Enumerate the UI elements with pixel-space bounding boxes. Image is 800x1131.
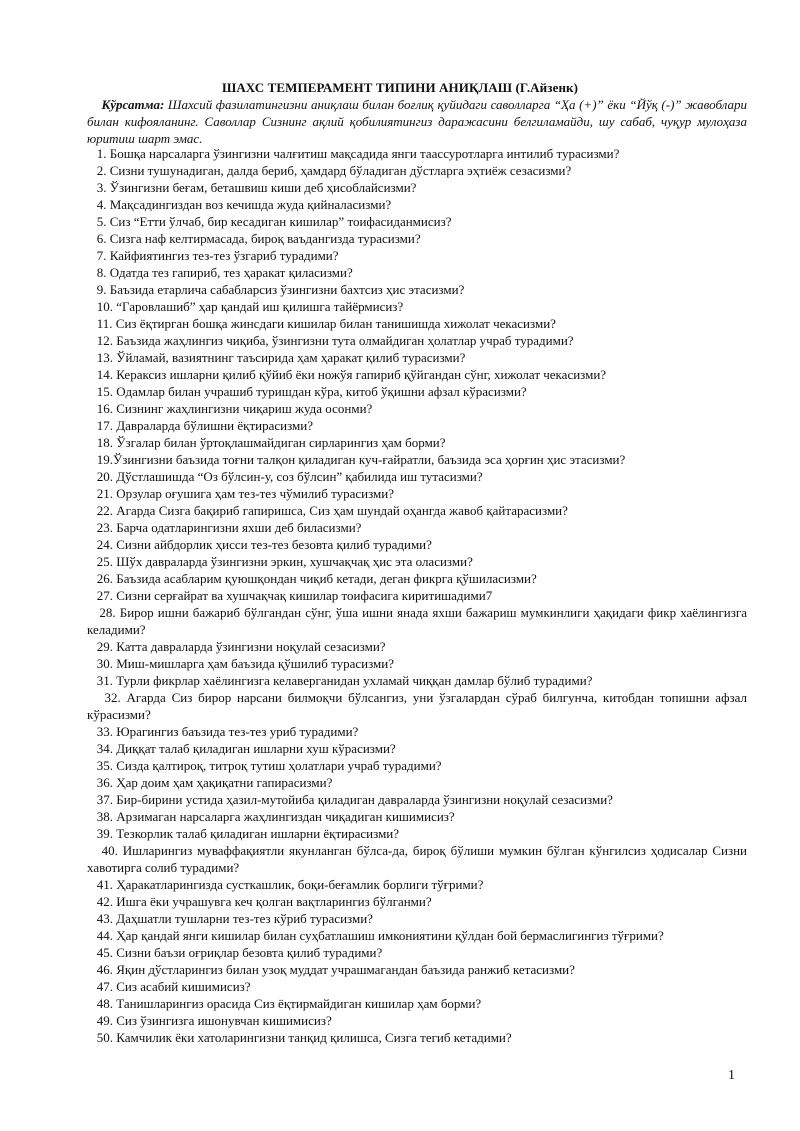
question-item <box>87 995 747 1012</box>
question-item <box>87 689 747 723</box>
question-text: Даҳшатли тушларни тез-тез кўриб турасизми? <box>116 911 373 926</box>
question-text: Сизни айбдорлик ҳисси тез-тез безовта қилиб турадими? <box>116 537 432 552</box>
question-item <box>87 672 747 689</box>
question-item <box>87 553 747 570</box>
question-text: Сиз “Етти ўлчаб, бир кесадиган кишилар” тоифасиданмисиз? <box>109 214 452 229</box>
question-number: 19. <box>96 452 113 467</box>
question-number: 7. <box>96 248 107 263</box>
question-text: Баъзида асабларим қуюшқондан чиқиб кетади, деган фикрга қўшиласизми? <box>116 571 537 586</box>
question-text: Бир-бирини устида ҳазил-мутойиба қиладиган давраларда ўзингизни ноқулай сезасизми? <box>116 792 613 807</box>
question-text: “Гаровлашиб” ҳар қандай иш қилишга тайёрмисиз? <box>116 299 404 314</box>
question-item <box>87 400 747 417</box>
question-item <box>87 383 747 400</box>
question-text: Сизда қалтироқ, титроқ тутиш ҳолатлари учраб турадими? <box>116 758 442 773</box>
question-text: Сиз асабий кишимисиз? <box>116 979 251 994</box>
question-item <box>87 230 747 247</box>
question-text: Кераксиз ишларни қилиб қўйиб ёки ножўя гапириб қўйгандан сўнг, хижолат чекасизми? <box>116 367 607 382</box>
question-number: 15. <box>96 384 113 399</box>
question-text: Камчилик ёки хатоларингизни танқид қилишса, Сизга тегиб кетадими? <box>116 1030 512 1045</box>
question-item <box>87 332 747 349</box>
question-number: 2. <box>96 163 107 178</box>
question-text: Танишларингиз орасида Сиз ёқтирмайдиган кишилар ҳам борми? <box>116 996 482 1011</box>
question-item <box>87 876 747 893</box>
question-text: Орзулар оғушига ҳам тез-тез чўмилиб турасизми? <box>116 486 395 501</box>
question-item <box>87 927 747 944</box>
question-item <box>87 655 747 672</box>
question-item <box>87 774 747 791</box>
question-text: Турли фикрлар хаёлингизга келаверганидан ухламай чиққан дамлар бўлиб турадими? <box>116 673 593 688</box>
instruction-label: Кўрсатма: <box>101 97 165 112</box>
question-text: Бошқа нарсаларга ўзингизни чалғитиш мақсадида янги таассуротларга интилиб турасизми? <box>109 146 620 161</box>
question-text: Дўстлашишда “Оз бўлсин-у, соз бўлсин” қабилида иш тутасизми? <box>116 469 483 484</box>
question-text: Ишга ёки учрашувга кеч қолган вақтларингиз бўлганми? <box>116 894 432 909</box>
question-number: 26. <box>96 571 113 586</box>
question-text: Катта давраларда ўзингизни ноқулай сезасизми? <box>116 639 386 654</box>
question-number: 46. <box>96 962 113 977</box>
question-text: Баъзида етарлича сабабларсиз ўзингизни бахтсиз ҳис этасизми? <box>109 282 465 297</box>
question-number: 44. <box>96 928 113 943</box>
question-text: Агарда Сизга бақириб гапиришса, Сиз ҳам шундай оҳангда жавоб қайтарасизми? <box>116 503 568 518</box>
question-text: Юрагингиз баъзида тез-тез уриб турадими? <box>116 724 359 739</box>
question-text: Сизга наф келтирмасада, бироқ ваъдангизда турасизми? <box>109 231 421 246</box>
question-item <box>87 162 747 179</box>
question-text: Ўзгалар билан ўртоқлашмайдиган сирларингиз ҳам борми? <box>116 435 446 450</box>
question-number: 6. <box>96 231 107 246</box>
question-text: Сизни баъзи оғриқлар безовта қилиб турадими? <box>116 945 383 960</box>
question-number: 13. <box>96 350 113 365</box>
question-item <box>87 638 747 655</box>
question-text: Миш-мишларга ҳам баъзида қўшилиб турасизми? <box>116 656 394 671</box>
question-item <box>87 349 747 366</box>
question-item <box>87 468 747 485</box>
question-text: Кайфиятингиз тез-тез ўзгариб турадими? <box>109 248 339 263</box>
question-text: Ҳар доим ҳам ҳақиқатни гапирасизми? <box>116 775 333 790</box>
question-number: 22. <box>96 503 113 518</box>
question-text: Одамлар билан учрашиб туришдан кўра, китоб ўқишни афзал кўрасизми? <box>116 384 527 399</box>
question-number: 20. <box>96 469 113 484</box>
question-item <box>87 264 747 281</box>
question-text: Диққат талаб қиладиган ишларни хуш кўрасизми? <box>116 741 396 756</box>
question-number: 47. <box>96 979 113 994</box>
question-item <box>87 536 747 553</box>
question-item <box>87 1012 747 1029</box>
question-text: Агарда Сиз бирор нарсани билмоқчи бўлсангиз, уни ўзгалардан сўраб билгунча, китобдан топишни афзал кўрасизми? <box>87 690 748 722</box>
question-text: Ҳаракатларингизда сусткашлик, боқи-беғамлик борлиги тўғрими? <box>116 877 484 892</box>
question-number: 39. <box>96 826 113 841</box>
question-item <box>87 791 747 808</box>
question-number: 35. <box>96 758 113 773</box>
question-number: 43. <box>96 911 113 926</box>
question-text: Шўх давраларда ўзингизни эркин, хушчақчақ ҳис эта оласизми? <box>116 554 473 569</box>
question-number: 45. <box>96 945 113 960</box>
question-number: 23. <box>96 520 113 535</box>
question-item <box>87 978 747 995</box>
question-text: Ишларингиз муваффақиятли якунланган бўлса-да, бироқ бўлиши мумкин бўлган кўнгилсиз ҳодисалар Сизни хавотирга солиб турадими? <box>87 843 748 875</box>
question-text: Яқин дўстларингиз билан узоқ муддат учрашмагандан баъзида ранжиб кетасизми? <box>116 962 575 977</box>
question-number: 24. <box>96 537 113 552</box>
question-item <box>87 519 747 536</box>
question-number: 38. <box>96 809 113 824</box>
question-item <box>87 366 747 383</box>
question-number: 8. <box>96 265 107 280</box>
question-item <box>87 944 747 961</box>
question-text: Одатда тез гапириб, тез ҳаракат қиласизми? <box>109 265 353 280</box>
question-item <box>87 434 747 451</box>
question-text: Сизни серғайрат ва хушчақчақ кишилар тоифасига киритишадими7 <box>116 588 493 603</box>
question-text: Давраларда бўлишни ёқтирасизми? <box>116 418 313 433</box>
question-number: 28. <box>99 605 116 620</box>
question-item <box>87 417 747 434</box>
question-item <box>87 961 747 978</box>
question-item <box>87 723 747 740</box>
question-text: Барча одатларингизни яхши деб биласизми? <box>116 520 362 535</box>
instruction-paragraph <box>87 96 747 147</box>
question-number: 50. <box>96 1030 113 1045</box>
question-number: 31. <box>96 673 113 688</box>
question-text: Ҳар қандай янги кишилар билан суҳбатлашиш имкониятини қўлдан бой бермаслигингиз тўғрими? <box>116 928 664 943</box>
question-number: 10. <box>96 299 113 314</box>
question-number: 14. <box>96 367 113 382</box>
question-number: 34. <box>96 741 113 756</box>
question-number: 12. <box>96 333 113 348</box>
question-item <box>87 910 747 927</box>
question-number: 36. <box>96 775 113 790</box>
question-item <box>87 502 747 519</box>
question-item <box>87 587 747 604</box>
question-number: 33. <box>96 724 113 739</box>
question-item <box>87 842 747 876</box>
question-number: 5. <box>96 214 107 229</box>
question-number: 41. <box>96 877 113 892</box>
question-item <box>87 1029 747 1046</box>
page-title: ШАХС ТЕМПЕРАМЕНТ ТИПИНИ АНИҚЛАШ (Г.Айзенк) <box>221 80 579 95</box>
question-item <box>87 213 747 230</box>
question-text: Мақсадингиздан воз кечишда жуда қийналасизми? <box>109 197 392 212</box>
question-item <box>87 604 747 638</box>
question-item <box>87 179 747 196</box>
question-number: 30. <box>96 656 113 671</box>
question-number: 18. <box>96 435 113 450</box>
question-text: Тезкорлик талаб қиладиган ишларни ёқтирасизми? <box>116 826 400 841</box>
question-text: Ўйламай, вазиятнинг таъсирида ҳам ҳаракат қилиб турасизми? <box>116 350 466 365</box>
question-number: 1. <box>96 146 107 161</box>
question-item <box>87 451 747 468</box>
question-number: 37. <box>96 792 113 807</box>
question-number: 42. <box>96 894 113 909</box>
question-item <box>87 825 747 842</box>
question-item <box>87 757 747 774</box>
question-text: Сиз ўзингизга ишонувчан кишимисиз? <box>116 1013 332 1028</box>
question-text: Ўзингизни баъзида тоғни талқон қиладиган куч-ғайратли, баъзида эса ҳорғин ҳис этасизми? <box>113 452 626 467</box>
question-item <box>87 281 747 298</box>
question-number: 49. <box>96 1013 113 1028</box>
question-text: Сизнинг жаҳлингизни чиқариш жуда осонми? <box>116 401 373 416</box>
question-number: 29. <box>96 639 113 654</box>
question-item <box>87 247 747 264</box>
question-item <box>87 315 747 332</box>
page-number: 1 <box>728 1068 735 1083</box>
question-list <box>87 145 747 1046</box>
question-text: Баъзида жаҳлингиз чиқиба, ўзингизни тута олмайдиган ҳолатлар учраб турадими? <box>116 333 574 348</box>
instruction-text: Шахсий фазилатингизни аниқлаш билан боғлиқ қуйидаги саволларга “Ҳа (+)” ёки “Йўқ (-)” жавоблари билан кифояланинг. Саволлар Сизнинг ақлий қобилиятингиз даражасини белгиламайди, шу сабаб, чуқур мулоҳаза юритиш шарт эмас. <box>87 97 747 146</box>
question-text: Бирор ишни бажариб бўлгандан сўнг, ўша ишни янада яхши бажариш мумкинлиги ҳақидаги фикр хаёлингизга келадими? <box>87 605 747 637</box>
question-text: Сизни тушунадиган, далда бериб, ҳамдард бўладиган дўстларга эҳтиёж сезасизми? <box>109 163 572 178</box>
question-item <box>87 145 747 162</box>
question-item <box>87 740 747 757</box>
question-number: 40. <box>101 843 118 858</box>
question-item <box>87 298 747 315</box>
question-number: 21. <box>96 486 113 501</box>
question-text: Ўзингизни беғам, беташвиш киши деб ҳисоблайсизми? <box>109 180 417 195</box>
question-text: Арзимаган нарсаларга жаҳлингиздан чиқадиган кишимисиз? <box>116 809 455 824</box>
question-item <box>87 485 747 502</box>
question-item <box>87 808 747 825</box>
question-item <box>87 893 747 910</box>
question-text: Сиз ёқтирган бошқа жинсдаги кишилар билан танишишда хижолат чекасизми? <box>115 316 556 331</box>
question-item <box>87 196 747 213</box>
question-number: 9. <box>96 282 107 297</box>
question-number: 27. <box>96 588 113 603</box>
question-number: 11. <box>96 316 113 331</box>
question-number: 3. <box>96 180 107 195</box>
question-number: 32. <box>104 690 121 705</box>
question-number: 25. <box>96 554 113 569</box>
question-number: 48. <box>96 996 113 1011</box>
question-item <box>87 570 747 587</box>
question-number: 17. <box>96 418 113 433</box>
question-number: 16. <box>96 401 113 416</box>
question-number: 4. <box>96 197 107 212</box>
